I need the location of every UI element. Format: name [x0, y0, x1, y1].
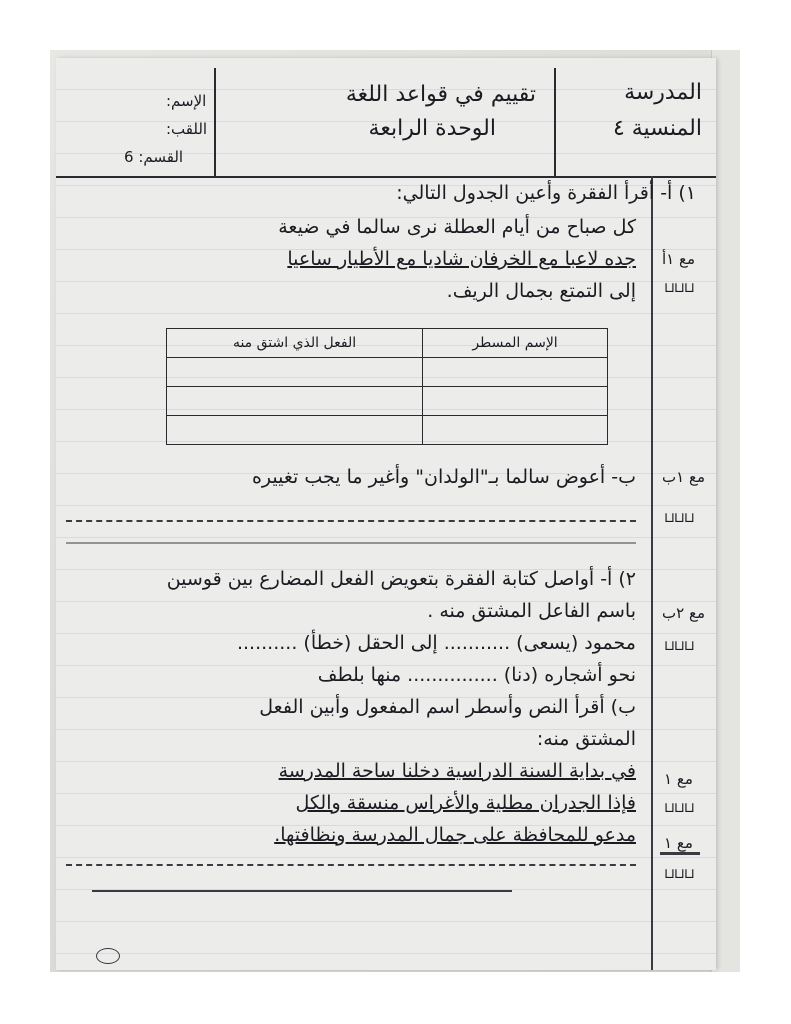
table-cell[interactable] — [423, 358, 608, 387]
q1-mark-a: مع ١أ — [662, 250, 696, 268]
header-divider-right — [554, 68, 556, 176]
table-row — [167, 358, 608, 387]
divider-line — [66, 542, 636, 544]
answer-line[interactable] — [92, 890, 512, 892]
q1-mark-b: مع ١ب — [662, 468, 705, 486]
mark-underline — [660, 852, 700, 855]
name-label: الإسم: — [166, 92, 207, 110]
q2-part-b: ب) أقرأ النص وأسطر اسم المفعول وأبين الفعل — [259, 696, 636, 718]
exam-sheet — [56, 58, 716, 970]
school-name: المنسية ٤ — [612, 116, 702, 141]
header-divider-left — [214, 68, 216, 176]
table-cell[interactable] — [423, 416, 608, 445]
class-label: القسم: 6 — [124, 148, 184, 166]
surname-label: اللقب: — [166, 120, 208, 138]
q2-score-boxes: ⊔⊔⊔ — [664, 638, 694, 654]
q1-passage-line2: جده لاعبا مع الخرفان شاديا مع الأطيار ساعيا — [287, 248, 636, 270]
q2-text-line1[interactable]: في بداية السنة الدراسية دخلنا ساحة المدرسة — [278, 760, 636, 782]
q2-mark-b: مع ١ — [664, 770, 693, 788]
margin-line — [651, 176, 653, 970]
q2-text-line3[interactable]: مدعو للمحافظة على جمال المدرسة ونظافتها. — [274, 824, 636, 846]
q1-score-boxes: ⊔⊔⊔ — [664, 280, 694, 296]
q2-fill-line1[interactable]: محمود (يسعى) ........... إلى الحقل (خطأ) .......... — [236, 632, 636, 654]
q1-table — [166, 328, 608, 445]
q2-text-line2[interactable]: فإذا الجدران مطلية والأغراس منسقة والكل — [295, 792, 636, 814]
table-cell[interactable] — [167, 416, 423, 445]
q1-heading: ١) أ- أقرأ الفقرة وأعين الجدول التالي: — [396, 182, 696, 204]
answer-line[interactable] — [66, 864, 636, 866]
school-label: المدرسة — [624, 80, 702, 105]
table-header-verb: الفعل الذي اشتق منه — [167, 329, 423, 358]
exam-unit: الوحدة الرابعة — [368, 116, 496, 141]
q1-passage-line3: إلى التمتع بجمال الريف. — [446, 280, 636, 302]
q2-b-score-boxes: ⊔⊔⊔ — [664, 800, 694, 816]
q2-mark-a: مع ٢ب — [662, 604, 705, 622]
q2-mark-c: مع ١ — [664, 834, 693, 852]
table-cell[interactable] — [167, 358, 423, 387]
page-number-circle — [96, 948, 120, 964]
table-row — [167, 387, 608, 416]
table-cell[interactable] — [167, 387, 423, 416]
q2-heading: ٢) أ- أواصل كتابة الفقرة بتعويض الفعل المضارع بين قوسين — [166, 568, 636, 590]
exam-title: تقييم في قواعد اللغة — [345, 82, 536, 107]
document-photo — [50, 50, 740, 972]
table-cell[interactable] — [423, 387, 608, 416]
table-row — [167, 416, 608, 445]
q2-fill-line2[interactable]: نحو أشجاره (دنا) ............... منها بلطف — [317, 664, 636, 686]
q1-part-b: ب- أعوض سالما بـ"الولدان" وأغير ما يجب تغييره — [251, 466, 636, 488]
q2-c-score-boxes: ⊔⊔⊔ — [664, 866, 694, 882]
q1-passage-line1: كل صباح من أيام العطلة نرى سالما في ضيعة — [278, 216, 636, 238]
table-header-noun: الإسم المسطر — [423, 329, 608, 358]
q1-b-score-boxes: ⊔⊔⊔ — [664, 510, 694, 526]
answer-line[interactable] — [66, 520, 636, 522]
q2-part-b-cont: المشتق منه: — [536, 728, 636, 750]
q2-heading-cont: باسم الفاعل المشتق منه . — [427, 600, 636, 622]
